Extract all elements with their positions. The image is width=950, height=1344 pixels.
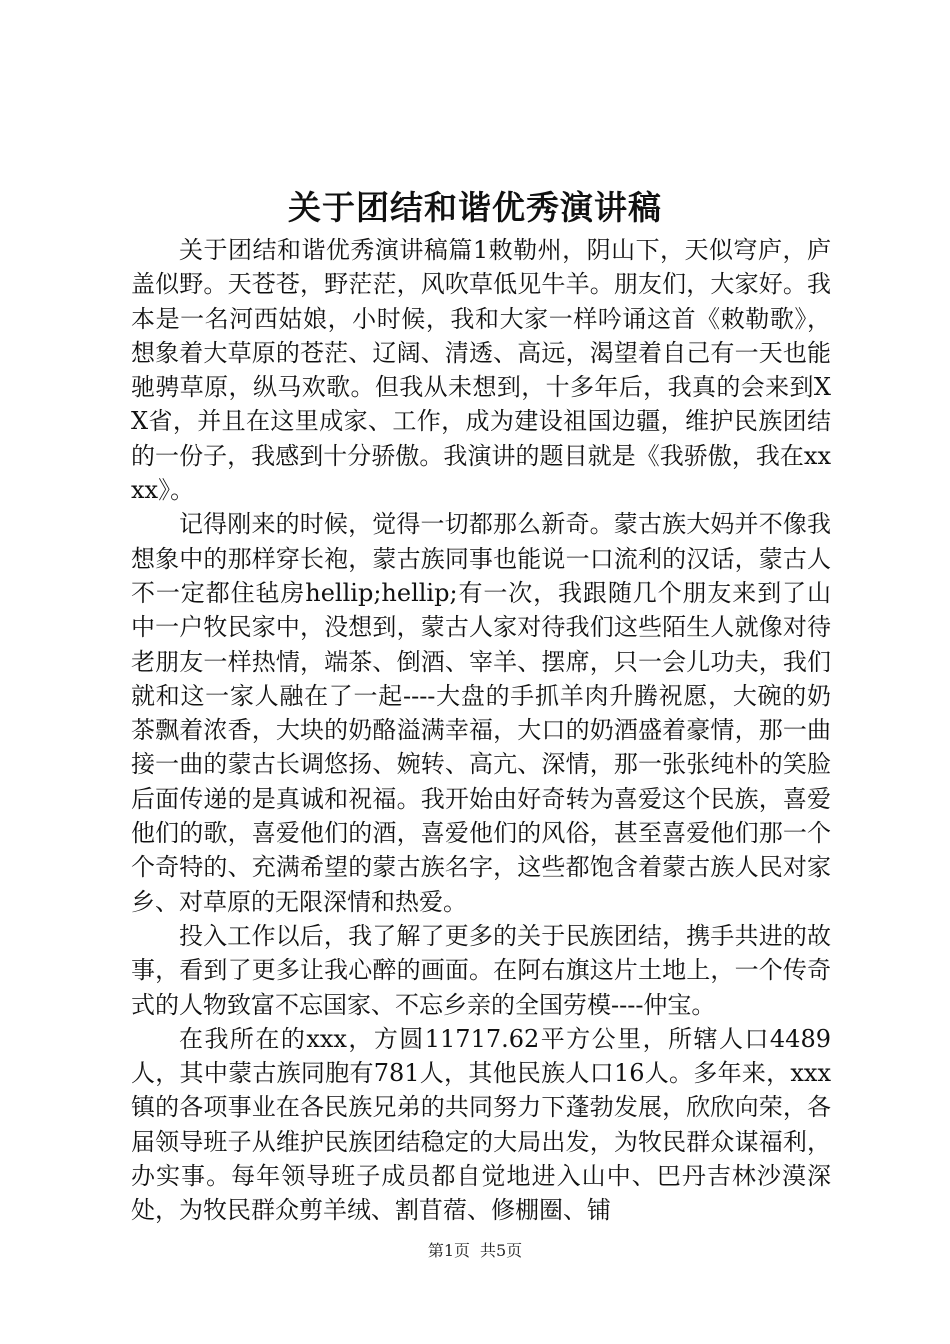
paragraph-1: 关于团结和谐优秀演讲稿篇1敕勒州，阴山下，天似穹庐，庐盖似野。天苍苍，野茫茫，风吹草低见牛羊。朋友们，大家好。我本是一名河西姑娘，小时候，我和大家一样吟诵这首《敕勒歌》，想象着大草原的苍茫、辽阔、清透、高远，渴望着自己有一天也能驰骋草原，纵马欢歌。但我从未想到，十多年后，我真的会来到XX省，并且在这里成家、工作，成为建设祖国边疆，维护民族团结的一份子，我感到十分骄傲。我演讲的题目就是《我骄傲，我在xxxx》。	[131, 236, 831, 505]
paragraph-3: 投入工作以后，我了解了更多的关于民族团结，携手共进的故事，看到了更多让我心醉的画面。在阿右旗这片土地上，一个传奇式的人物致富不忘国家、不忘乡亲的全国劳模----仲宝。	[131, 921, 831, 1019]
paragraph-2: 记得刚来的时候，觉得一切都那么新奇。蒙古族大妈并不像我想象中的那样穿长袍，蒙古族同事也能说一口流利的汉话，蒙古人不一定都住毡房hellip;hellip;有一次，我跟随几个朋友来到了山中一户牧民家中，没想到，蒙古人家对待我们这些陌生人就像对待老朋友一样热情，端茶、倒酒、宰羊、摆席，只一会儿功夫，我们就和这一家人融在了一起----大盘的手抓羊肉升腾祝愿，大碗的奶茶飘着浓香，大块的奶酪溢满幸福，大口的奶酒盛着豪情，那一曲接一曲的蒙古长调悠扬、婉转、高亢、深情，那一张张纯朴的笑脸后面传递的是真诚和祝福。我开始由好奇转为喜爱这个民族，喜爱他们的歌，喜爱他们的酒，喜爱他们的风俗，甚至喜爱他们那一个个奇特的、充满希望的蒙古族名字，这些都饱含着蒙古族人民对家乡、对草原的无限深情和热爱。	[131, 510, 831, 916]
page-number: 第1页	[427, 1241, 470, 1260]
document-body	[131, 233, 831, 1228]
paragraph-4: 在我所在的xxx，方圆11717.62平方公里，所辖人口4489人，其中蒙古族同胞有781人，其他民族人口16人。多年来，xxx镇的各项事业在各民族兄弟的共同努力下蓬勃发展，欣欣向荣，各届领导班子从维护民族团结稳定的大局出发，为牧民群众谋福利，办实事。每年领导班子成员都自觉地进入山中、巴丹吉林沙漠深处，为牧民群众剪羊绒、割苜蓿、修棚圈、铺	[131, 1024, 831, 1225]
document-title: 关于团结和谐优秀演讲稿	[288, 188, 662, 227]
page-total: 共5页	[480, 1241, 523, 1260]
page-footer	[0, 1239, 950, 1263]
